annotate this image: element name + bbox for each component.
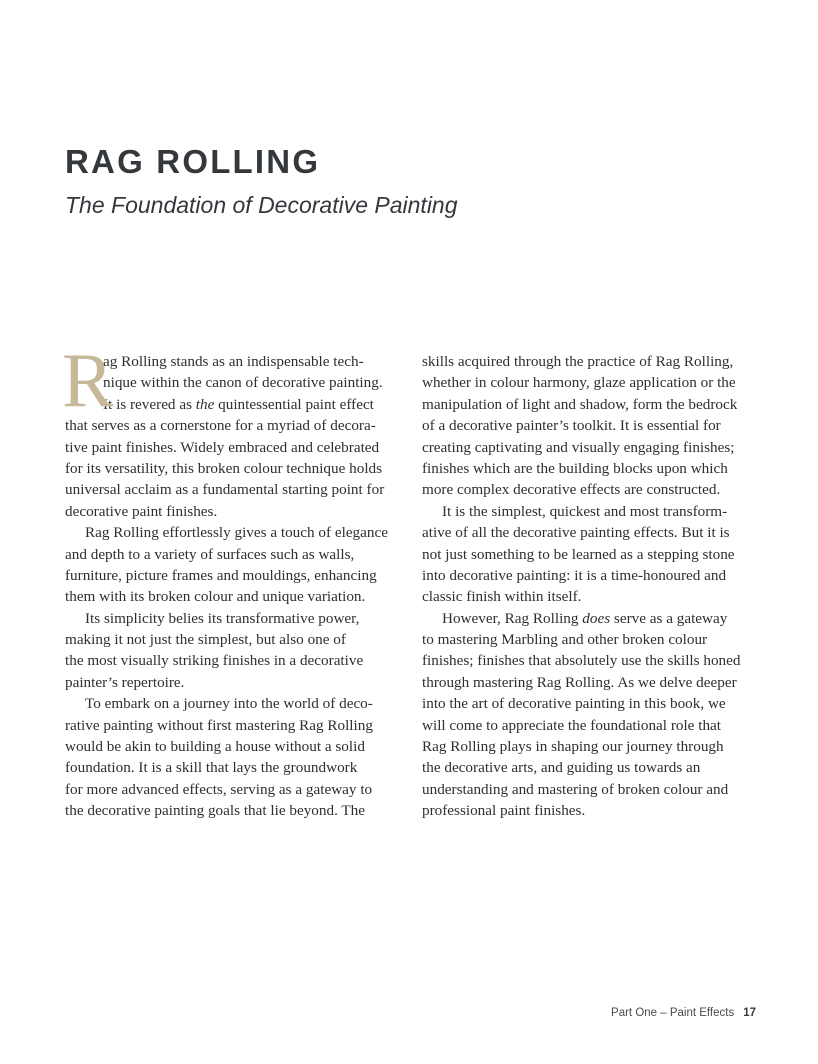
text-run: whether in colour harmony, glaze application or the [422,374,736,392]
text-run: for more advanced effects, serving as a gateway to [65,780,373,798]
text-run: the decorative painting goals that lie beyond. The [65,802,366,820]
text-run: and depth to a variety of surfaces such as walls, [65,545,355,563]
text-run: furniture, picture frames and mouldings, enhancing [65,566,377,584]
body-text-line [422,479,762,500]
text-run: not just something to be learned as a stepping stone [422,545,735,563]
text-run: into the art of decorative painting in this book, we [422,695,726,713]
text-run: finishes; finishes that absolutely use the skills honed [422,652,741,670]
emphasis-text: does [582,609,611,627]
body-text-line [422,522,762,543]
body-text-line [65,629,405,650]
text-run: of a decorative painter’s toolkit. It is essential for [422,417,721,435]
body-text-line [65,715,405,736]
text-run: the decorative arts, and guiding us towards an [422,759,701,777]
body-text-line [422,544,762,565]
text-run: professional paint finishes. [422,802,586,820]
body-text-line [422,650,762,671]
text-run: tive paint finishes. Widely embraced and celebrated [65,438,380,456]
running-footer-section: Part One – Paint Effects [611,1007,735,1019]
text-run: them with its broken colour and unique variation. [65,588,366,606]
text-run: Rag Rolling plays in shaping our journey through [422,738,724,756]
text-run: through mastering Rag Rolling. As we delve deeper [422,673,737,691]
body-text-line [65,479,405,500]
body-column-right [422,351,762,822]
chapter-subtitle: The Foundation of Decorative Painting [65,192,458,218]
text-run: quintessential paint effect [214,395,374,413]
text-run: It is revered as [103,395,196,413]
page-number: 17 [743,1007,756,1019]
body-text-line [65,800,405,821]
body-text-line [422,437,762,458]
body-text-line [65,458,405,479]
body-text-line [65,501,405,522]
body-text-line [422,394,762,415]
body-text-line [65,372,405,393]
page-footer [611,1005,756,1021]
text-run: Its simplicity belies its transformative power, [85,609,360,627]
text-run: creating captivating and visually engaging finishes; [422,438,735,456]
text-run: It is the simplest, quickest and most transform- [442,502,728,520]
text-run: decorative paint finishes. [65,502,218,520]
text-run: making it not just the simplest, but also one of [65,631,346,649]
body-text-line [65,608,405,629]
body-text-line [422,565,762,586]
body-text-line [422,608,762,629]
text-run: ag Rolling stands as an indispensable tech- [103,353,364,370]
body-text-line [65,757,405,778]
body-text-line [65,351,405,372]
body-column-left [62,337,405,822]
text-run: ative of all the decorative painting effects. But it is [422,524,730,542]
body-text-line [422,458,762,479]
text-run: understanding and mastering of broken colour and [422,780,729,798]
text-run: finishes which are the building blocks upon which [422,459,728,477]
text-run: painter’s repertoire. [65,673,185,691]
body-text-line [422,757,762,778]
text-run: would be akin to building a house without a solid [65,738,365,756]
body-text-line [422,715,762,736]
body-text-line [422,629,762,650]
text-run: nique within the canon of decorative painting. [103,374,383,392]
body-text-line [65,650,405,671]
chapter-title: RAG ROLLING [65,143,321,180]
body-text-line [422,372,762,393]
text-lines [422,351,762,822]
text-run: manipulation of light and shadow, form the bedrock [422,395,738,413]
body-text-line [422,501,762,522]
body-text-line [65,693,405,714]
text-run: To embark on a journey into the world of deco- [85,695,373,713]
body-text-line [422,779,762,800]
body-text-line [65,736,405,757]
text-lines [65,351,405,822]
body-text-line [65,394,405,415]
text-run: Rag Rolling effortlessly gives a touch of elegance [85,524,388,542]
text-run: However, Rag Rolling [442,609,583,627]
body-text-line [422,800,762,821]
text-run: that serves as a cornerstone for a myriad of decora- [65,417,376,435]
text-run: to mastering Marbling and other broken colour [422,631,708,649]
text-run: universal acclaim as a fundamental starting point for [65,481,385,499]
text-run: rative painting without first mastering Rag Rolling [65,716,373,734]
body-text-line [65,672,405,693]
body-text-line [422,693,762,714]
body-text-line [65,522,405,543]
drop-cap: R [62,337,114,423]
text-run: classic finish within itself. [422,588,582,606]
body-text-line [422,415,762,436]
body-text-line [65,779,405,800]
body-text-line [65,437,405,458]
text-run: for its versatility, this broken colour technique holds [65,459,383,477]
text-run: foundation. It is a skill that lays the groundwork [65,759,358,777]
body-text-line [422,672,762,693]
body-text-line [65,586,405,607]
body-text-line [422,736,762,757]
body-text-line [65,415,405,436]
body-text-line [422,351,762,372]
emphasis-text: the [195,395,215,413]
body-text-line [422,586,762,607]
text-run: skills acquired through the practice of Rag Rolling, [422,353,734,370]
body-text-line [65,565,405,586]
text-run: serve as a gateway [610,609,728,627]
text-run: will come to appreciate the foundational role that [422,716,721,734]
text-run: into decorative painting: it is a time-honoured and [422,566,727,584]
text-run: more complex decorative effects are constructed. [422,481,721,499]
text-run: the most visually striking finishes in a decorative [65,652,364,670]
body-text-line [65,544,405,565]
